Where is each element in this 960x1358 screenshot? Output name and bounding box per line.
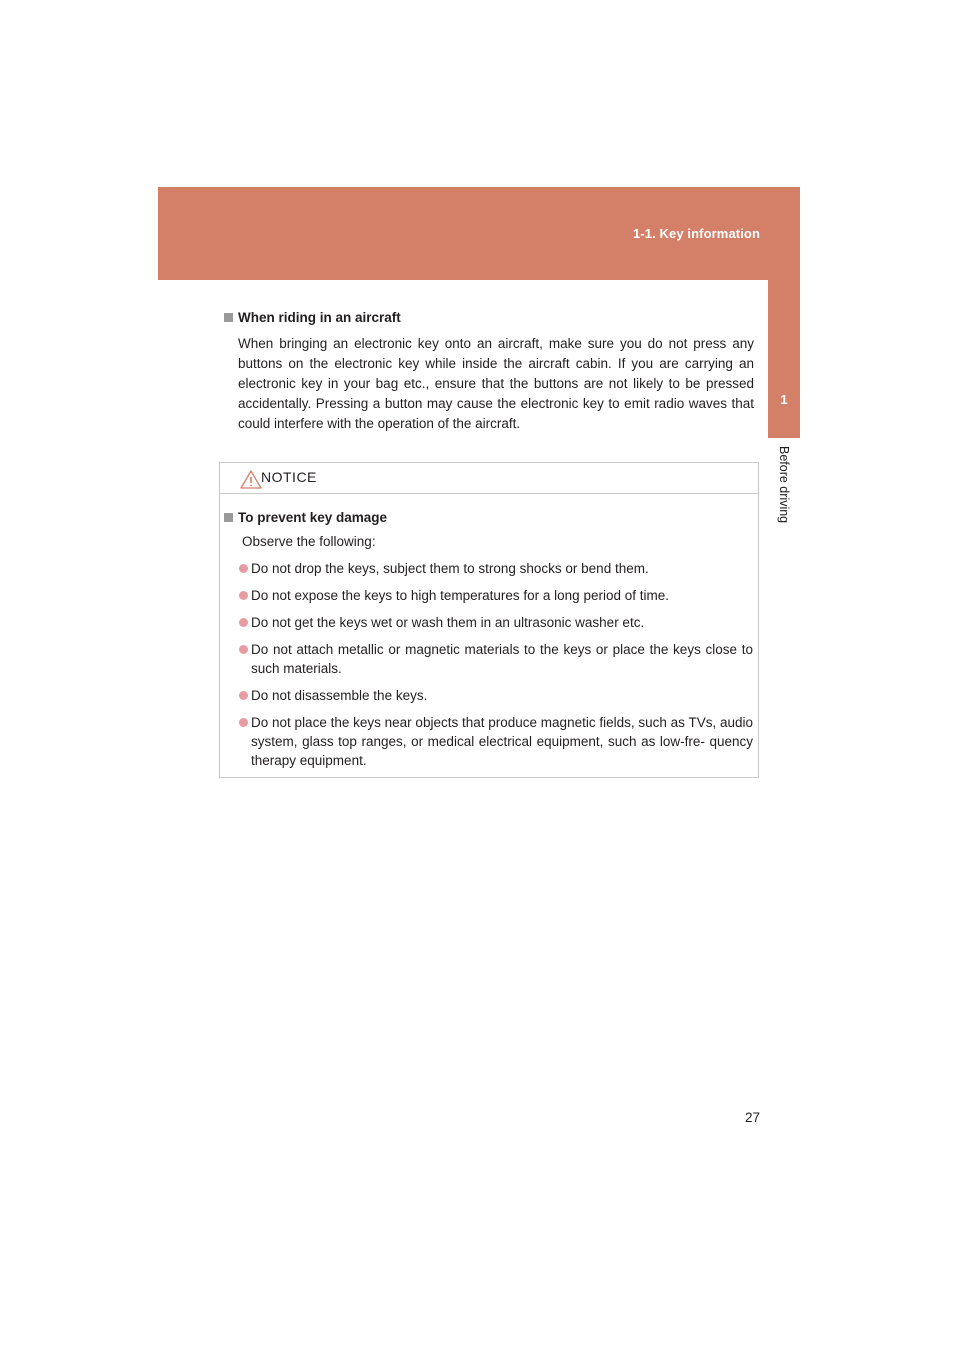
notice-label: NOTICE [261, 469, 317, 485]
list-item [224, 613, 753, 632]
list-item-text: Do not drop the keys, subject them to strong shocks or bend them. [251, 561, 649, 576]
notice-heading [224, 509, 753, 527]
section-title: 1-1. Key information [633, 226, 760, 241]
header-band [158, 187, 800, 280]
list-item-text: Do not get the keys wet or wash them in an ultrasonic washer etc. [251, 615, 645, 630]
aircraft-section [224, 309, 754, 434]
chapter-title: Before driving [777, 446, 791, 524]
bullet-dot-icon [239, 591, 248, 600]
notice-body [220, 494, 758, 770]
bullet-dot-icon [239, 718, 248, 727]
list-item-text: Do not expose the keys to high temperatures for a long period of time. [251, 588, 669, 603]
section-body: When bringing an electronic key onto an aircraft, make sure you do not press any buttons on the electronic key while inside the aircraft cabin. If you are carrying an electronic key in your bag etc., ensure that the buttons are not likely to be pressed accidentally. Pressing a button may cause the electronic key to emit radio waves that could interfere with the operation of the aircraft. [238, 336, 754, 431]
warning-triangle-icon [240, 470, 262, 489]
notice-header [220, 463, 758, 494]
chapter-tab [768, 280, 800, 438]
section-heading [224, 309, 754, 327]
notice-list [224, 559, 753, 770]
chapter-number: 1 [780, 392, 788, 407]
list-item [224, 559, 753, 578]
list-item-text: Do not disassemble the keys. [251, 688, 428, 703]
list-item-text: Do not place the keys near objects that produce magnetic fields, such as TVs, audio system, glass top ranges, or medical electrical equipment, such as low-fre- quency therapy equipment. [251, 715, 753, 768]
bullet-dot-icon [239, 691, 248, 700]
bullet-dot-icon [239, 645, 248, 654]
list-item [224, 686, 753, 705]
square-bullet-icon [224, 513, 233, 522]
list-item [224, 586, 753, 605]
bullet-dot-icon [239, 564, 248, 573]
square-bullet-icon [224, 313, 233, 322]
list-item-text: Do not attach metallic or magnetic materials to the keys or place the keys close to such materials. [251, 642, 753, 676]
notice-box [219, 462, 759, 778]
notice-heading-text: To prevent key damage [238, 510, 388, 525]
notice-intro: Observe the following: [242, 534, 376, 549]
chapter-label [768, 446, 800, 546]
list-item [224, 640, 753, 678]
bullet-dot-icon [239, 618, 248, 627]
page-number: 27 [744, 1110, 760, 1125]
list-item [224, 713, 753, 770]
section-heading-text: When riding in an aircraft [238, 310, 401, 325]
